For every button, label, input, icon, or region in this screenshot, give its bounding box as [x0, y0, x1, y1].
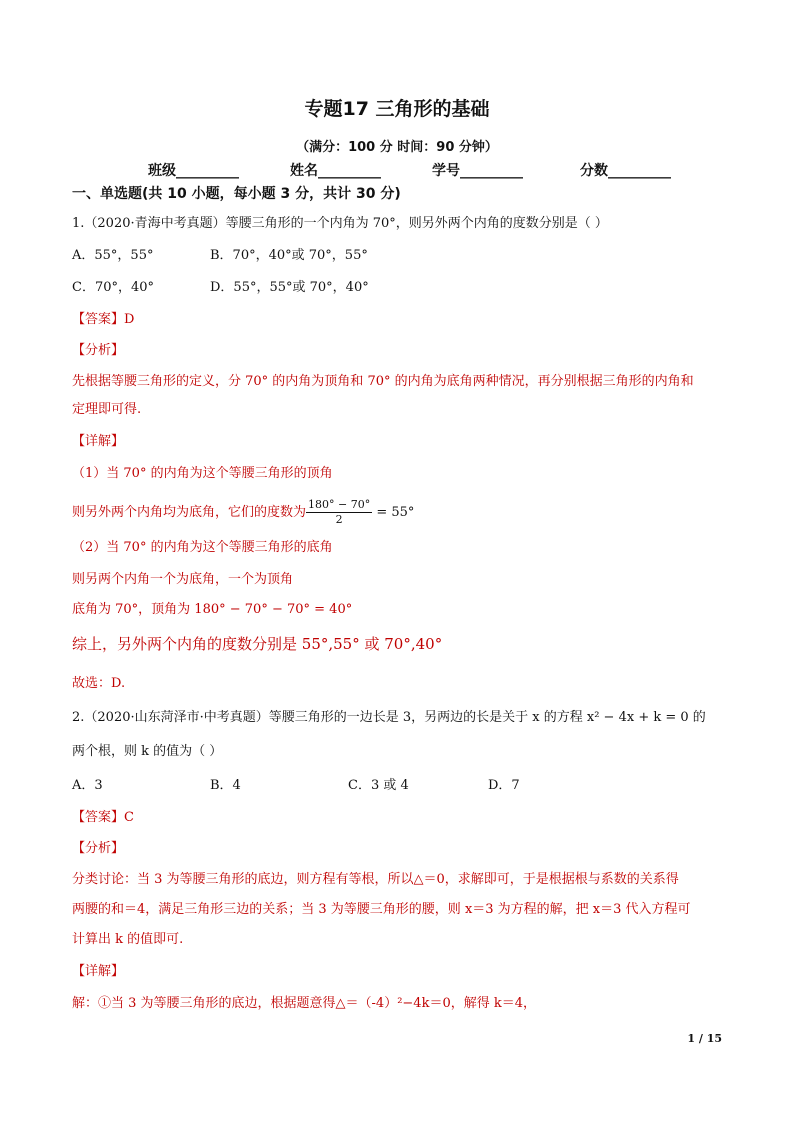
q1-analysis-label: 【分析】	[72, 343, 125, 358]
q2-analysis-line2: 两腰的和＝4，满足三角形三边的关系；当 3 为等腰三角形的腰，则 x＝3 为方程的解，把 x＝3 代入方程可	[72, 902, 691, 917]
fraction	[306, 498, 372, 527]
fraction-numerator: 180° − 70°	[308, 498, 371, 511]
q2-option-a: A．3	[72, 778, 103, 793]
field-score: 分数_________	[580, 163, 671, 179]
section-heading: 一、单选题(共 10 小题，每小题 3 分，共计 30 分)	[72, 186, 401, 202]
page-title: 专题17 三角形的基础	[304, 98, 490, 120]
q1-detail-4: 则另两个内角一个为底角，一个为顶角	[72, 572, 294, 587]
q1-option-b: B．70°，40°或 70°，55°	[210, 248, 368, 263]
q1-detail-label: 【详解】	[72, 434, 125, 449]
q2-option-b: B．4	[210, 778, 241, 793]
q2-analysis-line3: 计算出 k 的值即可.	[72, 932, 184, 947]
q2-stem-line1: 2.（2020·山东菏泽市·中考真题）等腰三角形的一边长是 3，另两边的长是关于 x 的方程 x² − 4x + k = 0 的	[72, 710, 706, 725]
q2-detail-1: 解：①当 3 为等腰三角形的底边，根据题意得△＝（-4）²−4k＝0，解得 k＝4，	[72, 996, 537, 1011]
q1-stem: 1.（2020·青海中考真题）等腰三角形的一个内角为 70°，则另外两个内角的度数分别是（ ）	[72, 216, 608, 231]
page-number: 1 / 15	[687, 1032, 722, 1045]
field-class: 班级_________	[148, 163, 239, 179]
q1-option-d: D．55°，55°或 70°，40°	[210, 280, 369, 295]
q1-answer: 【答案】D	[72, 312, 135, 327]
q1-detail-6: 综上，另外两个内角的度数分别是 55°,55° 或 70°,40°	[72, 635, 443, 653]
q2-analysis-line1: 分类讨论：当 3 为等腰三角形的底边，则方程有等根，所以△＝0，求解即可，于是根据根与系数的关系得	[72, 872, 679, 887]
q1-analysis-line2: 定理即可得.	[72, 402, 142, 417]
field-id: 学号_________	[432, 163, 523, 179]
q2-stem-line2: 两个根，则 k 的值为（ ）	[72, 744, 223, 759]
q2-option-d: D．7	[488, 778, 520, 793]
page-subtitle: （满分：100 分 时间：90 分钟）	[296, 140, 498, 155]
q1-detail-3: （2）当 70° 的内角为这个等腰三角形的底角	[72, 540, 333, 555]
q1-detail-2	[72, 498, 414, 527]
q1-option-a: A．55°，55°	[72, 248, 154, 263]
q2-answer: 【答案】C	[72, 810, 134, 825]
q1-detail-1: （1）当 70° 的内角为这个等腰三角形的顶角	[72, 466, 333, 481]
q1-analysis-line1: 先根据等腰三角形的定义，分 70° 的内角为顶角和 70° 的内角为底角两种情况，再分别根据三角形的内角和	[72, 374, 694, 389]
q1-detail-5: 底角为 70°，顶角为 180° − 70° − 70° = 40°	[72, 602, 353, 617]
field-name: 姓名_________	[290, 163, 381, 179]
q2-option-c: C．3 或 4	[348, 778, 409, 793]
q1-option-c: C．70°，40°	[72, 280, 155, 295]
q1-detail-2-text: 则另外两个内角均为底角，它们的度数为	[72, 505, 307, 520]
fraction-denominator: 2	[335, 513, 343, 526]
q2-detail-label: 【详解】	[72, 964, 125, 979]
fraction-result: = 55°	[376, 505, 415, 520]
q2-analysis-label: 【分析】	[72, 841, 125, 856]
q1-detail-7: 故选：D.	[72, 676, 126, 691]
